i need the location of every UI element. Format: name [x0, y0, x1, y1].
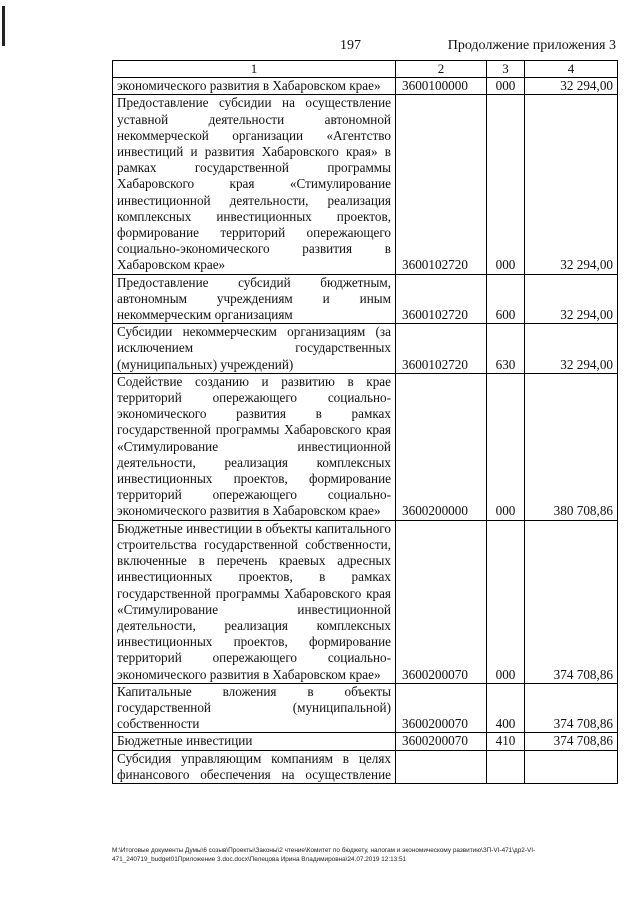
row-description: Субсидия управляющим компаниям в целях финансового обеспечения на осуществление	[113, 750, 396, 783]
row-code: 3600100000	[396, 78, 487, 95]
table-row	[113, 373, 618, 520]
row-type: 000	[487, 520, 525, 683]
row-code: 3600102720	[396, 324, 487, 374]
row-type: 400	[487, 683, 525, 733]
margin-mark	[2, 6, 5, 46]
row-type: 000	[487, 373, 525, 520]
row-code: 3600102720	[396, 274, 487, 324]
row-sum: 374 708,86	[525, 683, 618, 733]
page-number: 197	[340, 38, 361, 53]
table-row	[113, 95, 618, 274]
table-row	[113, 274, 618, 324]
column-header: 2	[396, 61, 487, 78]
row-sum: 32 294,00	[525, 95, 618, 274]
row-type: 410	[487, 733, 525, 750]
row-code: 3600200070	[396, 683, 487, 733]
file-path-footer: M:\Итоговые документы Думы\6 созыв\Проекты\Законы\2 чтение\Комитет по бюджету, налогам и экономическому развитию\ЗП-VI-471\др2-VI-471_240719_budget01Приложение 3.doc.docx\Пелецова Ирина Владимировна\24.07.2019 12:13:51	[112, 847, 536, 863]
row-sum: 32 294,00	[525, 78, 618, 95]
row-code: 3600200000	[396, 373, 487, 520]
row-sum	[525, 750, 618, 783]
row-code: 3600200070	[396, 733, 487, 750]
row-sum: 32 294,00	[525, 274, 618, 324]
table-row	[113, 324, 618, 374]
row-sum: 374 708,86	[525, 733, 618, 750]
column-header: 1	[113, 61, 396, 78]
column-header: 3	[487, 61, 525, 78]
row-type: 000	[487, 78, 525, 95]
row-code	[396, 750, 487, 783]
budget-table	[112, 60, 618, 784]
row-description: Капитальные вложения в объекты государственной (муниципальной) собственности	[113, 683, 396, 733]
row-description: Бюджетные инвестиции в объекты капитального строительства государственной собственности, включенные в перечень краевых адресных инвестиционных проектов, в рамках государственной программы Хабаровского края «Стимулирование инвестиционной деятельности, реализация комплексных инвестиционных проектов, формирование территорий опережающего социально-экономического развития в Хабаровском крае»	[113, 520, 396, 683]
column-header: 4	[525, 61, 618, 78]
table-row	[113, 683, 618, 733]
row-code: 3600102720	[396, 95, 487, 274]
table-header-row	[113, 61, 618, 78]
continuation-label: Продолжение приложения 3	[447, 38, 616, 53]
row-type: 600	[487, 274, 525, 324]
row-description: Содействие созданию и развитию в крае территорий опережающего социально-экономического развития в рамках государственной программы Хабаровского края «Стимулирование инвестиционной деятельности, реализация комплексных инвестиционных проектов, формирование территорий опережающего социально-экономического развития в Хабаровском крае»	[113, 373, 396, 520]
row-sum: 380 708,86	[525, 373, 618, 520]
row-description: Предоставление субсидии на осуществление уставной деятельности автономной некоммерческой организации «Агентство инвестиций и развития Хабаровского края» в рамках государственной программы Хабаровского края «Стимулирование инвестиционной деятельности, реализация комплексных инвестиционных проектов, формирование территорий опережающего социально-экономического развития в Хабаровском крае»	[113, 95, 396, 274]
row-sum: 374 708,86	[525, 520, 618, 683]
row-type: 630	[487, 324, 525, 374]
table-row	[113, 78, 618, 95]
row-code: 3600200070	[396, 520, 487, 683]
row-sum: 32 294,00	[525, 324, 618, 374]
row-type	[487, 750, 525, 783]
table-row	[113, 750, 618, 783]
row-description: Предоставление субсидий бюджетным, автономным учреждениям и иным некоммерческим организациям	[113, 274, 396, 324]
row-type: 000	[487, 95, 525, 274]
row-description: экономического развития в Хабаровском крае»	[113, 78, 396, 95]
table-row	[113, 733, 618, 750]
row-description: Субсидии некоммерческим организациям (за исключением государственных (муниципальных) учреждений)	[113, 324, 396, 374]
table-row	[113, 520, 618, 683]
row-description: Бюджетные инвестиции	[113, 733, 396, 750]
